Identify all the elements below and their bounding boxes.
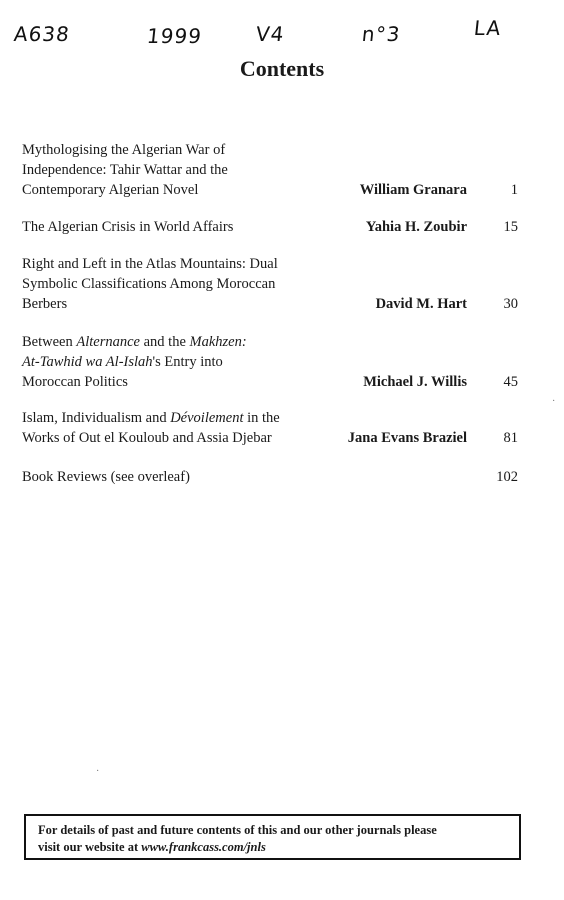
- scan-speck: ·: [96, 766, 100, 777]
- website-notice-prefix: visit our website at: [38, 840, 142, 854]
- toc-entry: [22, 332, 522, 392]
- article-title: [22, 217, 322, 237]
- article-author: Jana Evans Braziel: [347, 430, 467, 446]
- page-number: 45: [503, 374, 518, 390]
- title-line: At-Tawhid wa Al-Islah's Entry into: [22, 354, 223, 370]
- article-author: William Granara: [359, 182, 467, 198]
- page-number: 30: [503, 296, 518, 312]
- website-notice-line: For details of past and future contents of this and our other journals please: [38, 823, 437, 837]
- title-line: Independence: Tahir Wattar and the: [22, 162, 228, 178]
- handwritten-issue: n°3: [360, 22, 402, 46]
- toc-entry: [22, 217, 522, 237]
- article-title: [22, 408, 322, 448]
- website-notice-box: [24, 814, 521, 860]
- title-line: Book Reviews (see overleaf): [22, 469, 190, 485]
- page-number: 81: [503, 430, 518, 446]
- article-title: [22, 467, 322, 487]
- website-url[interactable]: www.frankcass.com/jnls: [141, 840, 266, 854]
- title-line: The Algerian Crisis in World Affairs: [22, 219, 234, 235]
- title-line: Works of Out el Kouloub and Assia Djebar: [22, 430, 272, 446]
- italic-term: Makhzen:: [189, 334, 247, 350]
- scan-speck: ·: [552, 396, 556, 407]
- handwritten-code: A638: [12, 22, 72, 46]
- article-title: [22, 254, 322, 314]
- title-line: Moroccan Politics: [22, 374, 128, 390]
- article-author: Yahia H. Zoubir: [365, 219, 467, 235]
- title-line: Berbers: [22, 296, 68, 312]
- toc-entry: [22, 408, 522, 448]
- handwritten-year: 1999: [145, 24, 204, 48]
- title-line: Between Alternance and the Makhzen:: [22, 334, 247, 350]
- toc-entry: [22, 140, 522, 200]
- title-line: Contemporary Algerian Novel: [22, 182, 199, 198]
- article-author: David M. Hart: [375, 296, 467, 312]
- article-author: Michael J. Willis: [363, 374, 467, 390]
- handwritten-volume: V4: [254, 22, 286, 46]
- page-number: 15: [503, 219, 518, 235]
- page-number: 102: [496, 469, 518, 485]
- italic-term: At-Tawhid wa Al-Islah: [22, 354, 153, 370]
- title-line: Symbolic Classifications Among Moroccan: [22, 276, 276, 292]
- italic-term: Dévoilement: [170, 410, 244, 426]
- italic-term: Alternance: [76, 334, 140, 350]
- toc-entry: [22, 467, 522, 487]
- page-number: 1: [510, 182, 518, 198]
- title-line: Mythologising the Algerian War of: [22, 142, 226, 158]
- article-title: [22, 332, 322, 392]
- website-notice-line: [38, 839, 507, 856]
- page-title: Contents: [239, 56, 325, 81]
- handwritten-initials: LA: [472, 16, 503, 40]
- article-title: [22, 140, 322, 200]
- toc-entry: [22, 254, 522, 314]
- title-line: Islam, Individualism and Dévoilement in the: [22, 410, 280, 426]
- title-line: Right and Left in the Atlas Mountains: Dual: [22, 256, 278, 272]
